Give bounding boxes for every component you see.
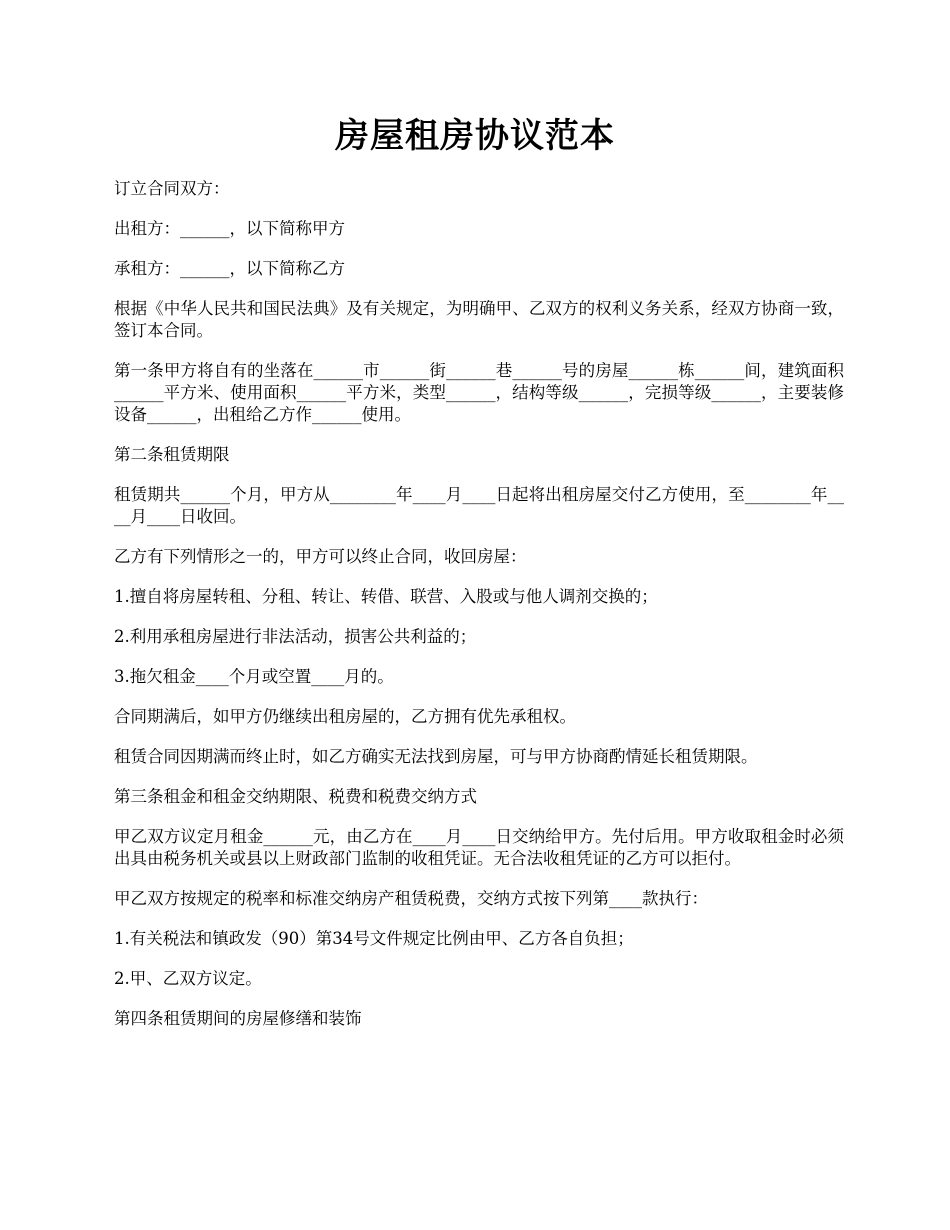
paragraph-extension: 租赁合同因期满而终止时，如乙方确实无法找到房屋，可与甲方协商酌情延长租赁期限。	[114, 747, 758, 766]
paragraph-tax-option-1: 1.有关税法和镇政发（90）第34号文件规定比例由甲、乙方各自负担；	[114, 929, 634, 948]
paragraph-lessor: 出租方：______，以下简称甲方	[114, 219, 345, 238]
paragraph-article-2-heading: 第二条租赁期限	[114, 445, 230, 464]
paragraph-article-1: 第一条甲方将自有的坐落在______市______街______巷______号的房屋______栋______间，建筑面积______平方米、使用面积______平方米，类型______，结构等级______，完损等级______，主要装修设备______，出租给乙方作______使用。	[114, 361, 844, 424]
paragraph-rent-payment: 甲乙双方议定月租金______元，由乙方在____月____日交纳给甲方。先付后用。甲方收取租金时必须出具由税务机关或县以上财政部门监制的收租凭证。无合法收租凭证的乙方可以拒付。	[114, 827, 844, 868]
paragraph-article-3-heading: 第三条租金和租金交纳期限、税费和税费交纳方式	[114, 787, 477, 806]
paragraph-lease-term: 租赁期共______个月，甲方从________年____月____日起将出租房屋交付乙方使用，至________年____月____日收回。	[114, 485, 844, 526]
document-body	[114, 178, 844, 1048]
paragraph-condition-3: 3.拖欠租金____个月或空置____月的。	[114, 667, 394, 686]
paragraph-legal-basis: 根据《中华人民共和国民法典》及有关规定，为明确甲、乙双方的权利义务关系，经双方协商一致，签订本合同。	[114, 299, 844, 340]
document-title: 房屋租房协议范本	[335, 116, 615, 156]
paragraph-article-4-heading: 第四条租赁期间的房屋修缮和装饰	[114, 1009, 362, 1028]
paragraph-lessee: 承租方：______，以下简称乙方	[114, 259, 345, 278]
paragraph-termination-conditions: 乙方有下列情形之一的，甲方可以终止合同，收回房屋：	[114, 547, 527, 566]
paragraph-parties-intro: 订立合同双方：	[114, 179, 230, 198]
paragraph-tax-option-2: 2.甲、乙双方议定。	[114, 969, 262, 988]
paragraph-tax-payment: 甲乙双方按规定的税率和标准交纳房产租赁税费，交纳方式按下列第____款执行：	[114, 889, 708, 908]
paragraph-condition-1: 1.擅自将房屋转租、分租、转让、转借、联营、入股或与他人调剂交换的；	[114, 587, 658, 606]
paragraph-priority-renewal: 合同期满后，如甲方仍继续出租房屋的，乙方拥有优先承租权。	[114, 707, 576, 726]
paragraph-condition-2: 2.利用承租房屋进行非法活动，损害公共利益的；	[114, 627, 477, 646]
